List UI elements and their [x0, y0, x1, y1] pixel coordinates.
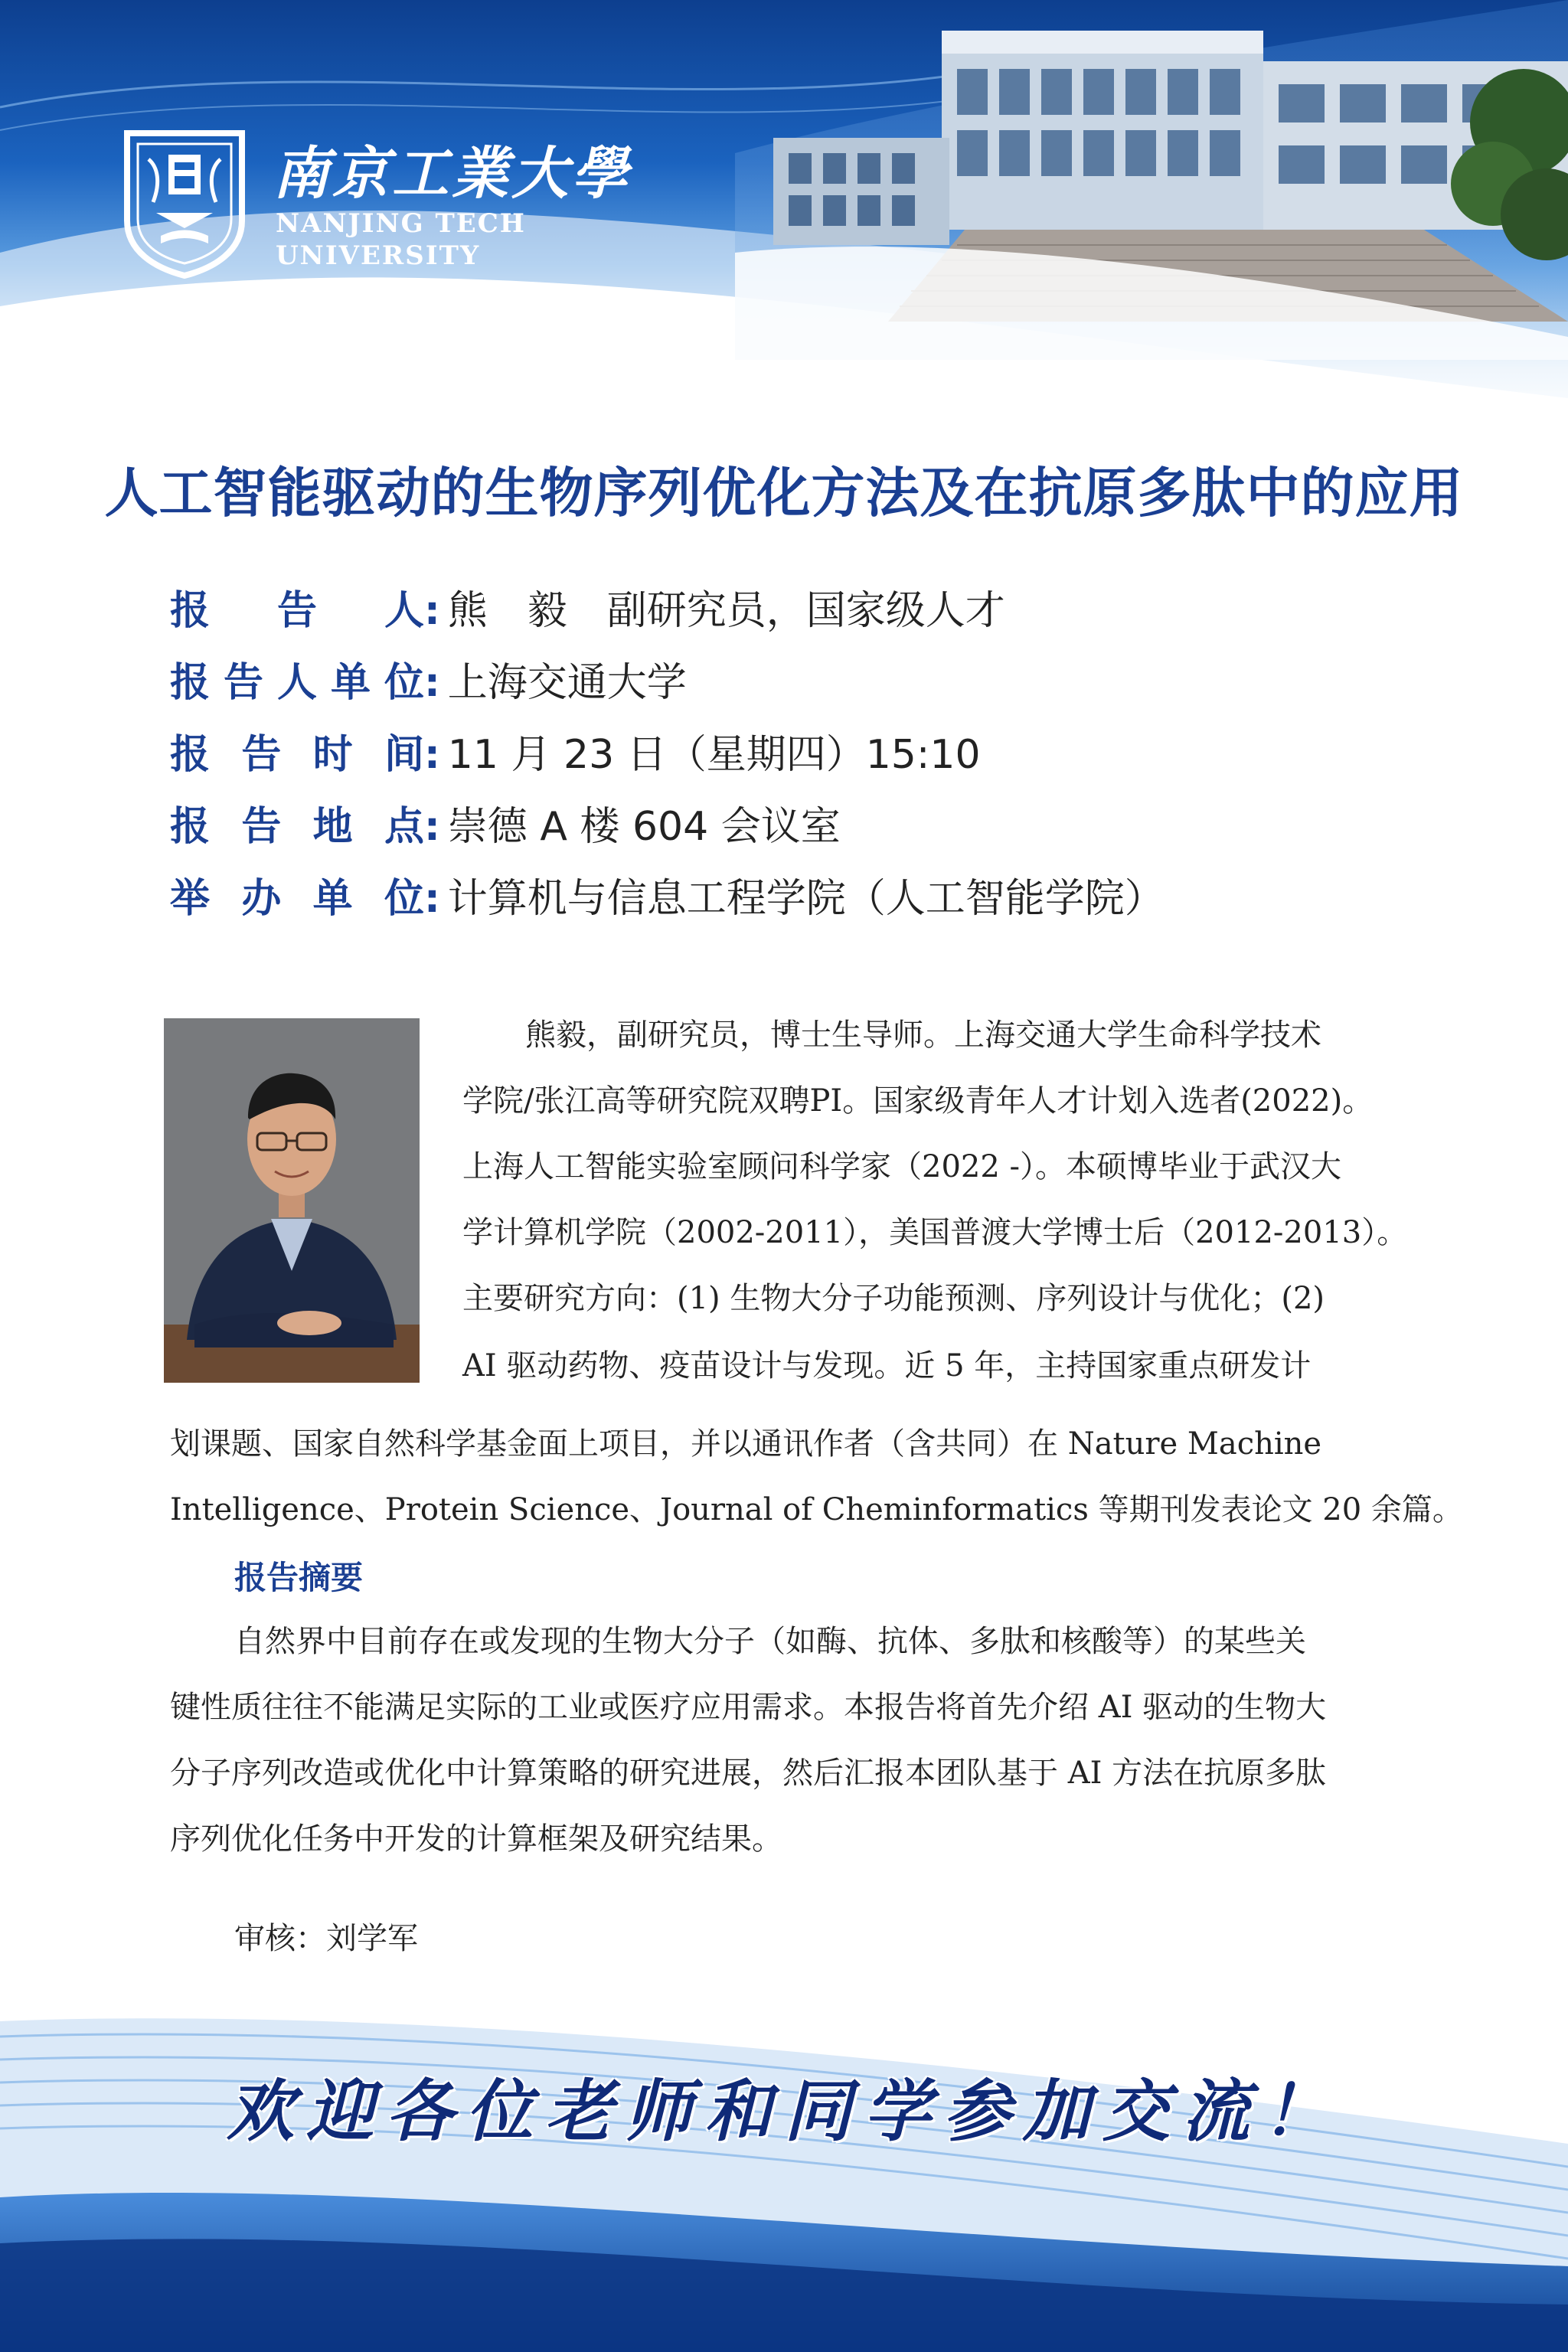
abstract-line: 自然界中目前存在或发现的生物大分子（如酶、抗体、多肽和核酸等）的某些关 [234, 1624, 1306, 1659]
university-name-english-line1: NANJING TECH [276, 208, 526, 239]
lecture-info [170, 582, 1165, 942]
info-label: 举办单位 [170, 876, 424, 922]
info-row-time: 报告时间: 11 月 23 日（星期四）15:10 [170, 726, 1165, 798]
campus-building-illustration [735, 0, 1568, 360]
reviewer-note: 审核：刘学军 [234, 1921, 418, 1956]
bio-line: AI 驱动药物、疫苗设计与发现。近 5 年，主持国家重点研发计 [462, 1348, 1312, 1383]
info-value: 熊 毅 副研究员，国家级人才 [447, 588, 1005, 634]
bio-line: 上海人工智能实验室顾问科学家（2022 -）。本硕博毕业于武汉大 [462, 1149, 1342, 1184]
welcome-slogan: 欢迎各位老师和同学参加交流！ [226, 2071, 1341, 2151]
abstract-line: 键性质往往不能满足实际的工业或医疗应用需求。本报告将首先介绍 AI 驱动的生物大 [170, 1690, 1327, 1725]
bio-line: 学院/张江高等研究院双聘PI。国家级青年人才计划入选者(2022)。 [462, 1083, 1374, 1119]
bio-line: 熊毅，副研究员，博士生导师。上海交通大学生命科学技术 [525, 1018, 1321, 1053]
info-row-speaker: 报告人: 熊 毅 副研究员，国家级人才 [170, 582, 1165, 654]
info-row-host: 举办单位: 计算机与信息工程学院（人工智能学院） [170, 870, 1165, 942]
info-label: 报告人 [170, 588, 424, 634]
info-value: 上海交通大学 [447, 660, 687, 706]
university-name-english-line2: UNIVERSITY [276, 240, 481, 271]
abstract-line: 分子序列改造或优化中计算策略的研究进展，然后汇报本团队基于 AI 方法在抗原多肽 [170, 1756, 1327, 1791]
bio-line: 学计算机学院（2002-2011），美国普渡大学博士后（2012-2013）。 [462, 1215, 1408, 1250]
header-banner [0, 0, 1568, 429]
bio-line: 主要研究方向：(1) 生物大分子功能预测、序列设计与优化；(2) [462, 1281, 1325, 1316]
info-row-location: 报告地点: 崇德 A 楼 604 会议室 [170, 798, 1165, 870]
info-row-affiliation: 报告人单位: 上海交通大学 [170, 654, 1165, 726]
university-name-chinese: 南京工業大學 [273, 141, 631, 207]
speaker-photo [164, 1018, 420, 1383]
abstract-heading: 报告摘要 [234, 1559, 364, 1596]
info-label: 报告地点 [170, 804, 424, 850]
info-value: 崇德 A 楼 604 会议室 [447, 804, 841, 850]
bio-line: Intelligence、Protein Science、Journal of Cheminformatics 等期刊发表论文 20 余篇。 [170, 1492, 1463, 1527]
info-label: 报告时间 [170, 732, 424, 778]
info-label: 报告人单位 [170, 660, 424, 706]
lecture-title: 人工智能驱动的生物序列优化方法及在抗原多肽中的应用 [104, 462, 1464, 524]
abstract-line: 序列优化任务中开发的计算框架及研究结果。 [170, 1821, 782, 1857]
university-seal-logo [122, 129, 247, 279]
footer-wave-decoration [0, 1991, 1568, 2352]
info-value: 计算机与信息工程学院（人工智能学院） [447, 876, 1165, 922]
info-value: 11 月 23 日（星期四）15:10 [447, 732, 981, 778]
bio-line: 划课题、国家自然科学基金面上项目，并以通讯作者（含共同）在 Nature Machine [170, 1426, 1322, 1462]
